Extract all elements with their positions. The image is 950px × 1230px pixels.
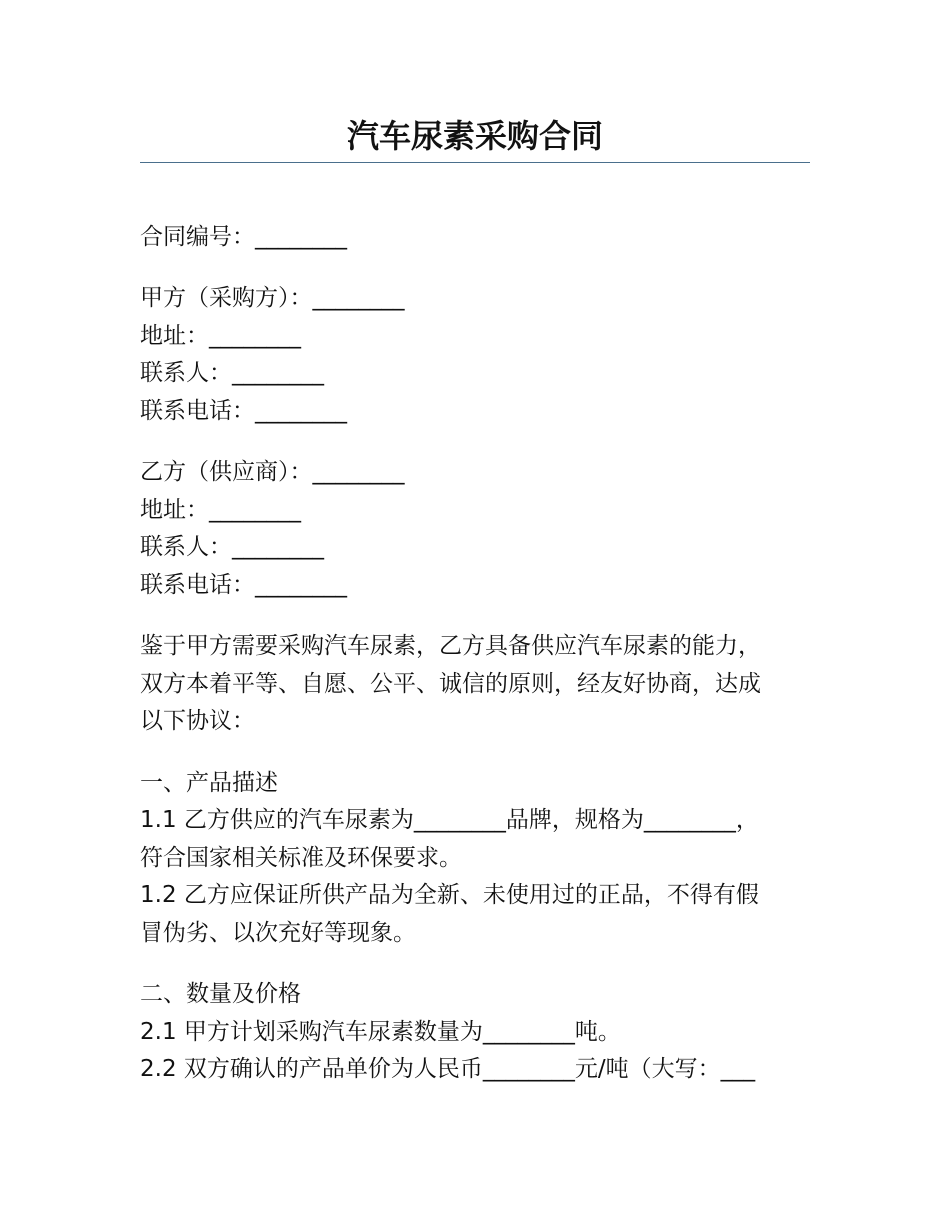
- document-title: 汽车尿素采购合同: [346, 117, 603, 155]
- party-b-contact: 联系人：________: [140, 534, 324, 561]
- party-b-name: 乙方（供应商）：________: [140, 459, 405, 486]
- document-body: [140, 219, 815, 1089]
- party-a-name: 甲方（采购方）：________: [140, 285, 405, 312]
- party-a-contact: 联系人：________: [140, 360, 324, 387]
- title-divider: [140, 162, 810, 163]
- section-quantity-price: [140, 976, 815, 1089]
- clause-line: 1.2 乙方应保证所供产品为全新、未使用过的正品，不得有假: [140, 882, 759, 909]
- party-b-block: [140, 454, 815, 604]
- preamble-line: 以下协议：: [140, 708, 255, 735]
- clause-line: 符合国家相关标准及环保要求。: [140, 844, 462, 871]
- party-a-block: [140, 280, 815, 430]
- section-product-description: [140, 765, 815, 953]
- party-a-phone: 联系电话：________: [140, 397, 347, 424]
- party-b-phone: 联系电话：________: [140, 571, 347, 598]
- section-heading: 二、数量及价格: [140, 981, 301, 1008]
- contract-number: 合同编号：________: [140, 224, 347, 250]
- clause-line: 1.1 乙方供应的汽车尿素为________品牌，规格为________，: [140, 807, 759, 834]
- section-heading: 一、产品描述: [140, 769, 278, 796]
- preamble-paragraph: [140, 628, 815, 741]
- preamble-line: 双方本着平等、自愿、公平、诚信的原则，经友好协商，达成: [140, 670, 761, 697]
- preamble-line: 鉴于甲方需要采购汽车尿素，乙方具备供应汽车尿素的能力，: [140, 633, 761, 660]
- party-a-address: 地址：________: [140, 322, 301, 349]
- clause-line: 2.1 甲方计划采购汽车尿素数量为________吨。: [140, 1018, 621, 1045]
- party-b-address: 地址：________: [140, 496, 301, 523]
- clause-line: 冒伪劣、以次充好等现象。: [140, 919, 416, 946]
- clause-line: 2.2 双方确认的产品单价为人民币________元/吨（大写：___: [140, 1056, 756, 1083]
